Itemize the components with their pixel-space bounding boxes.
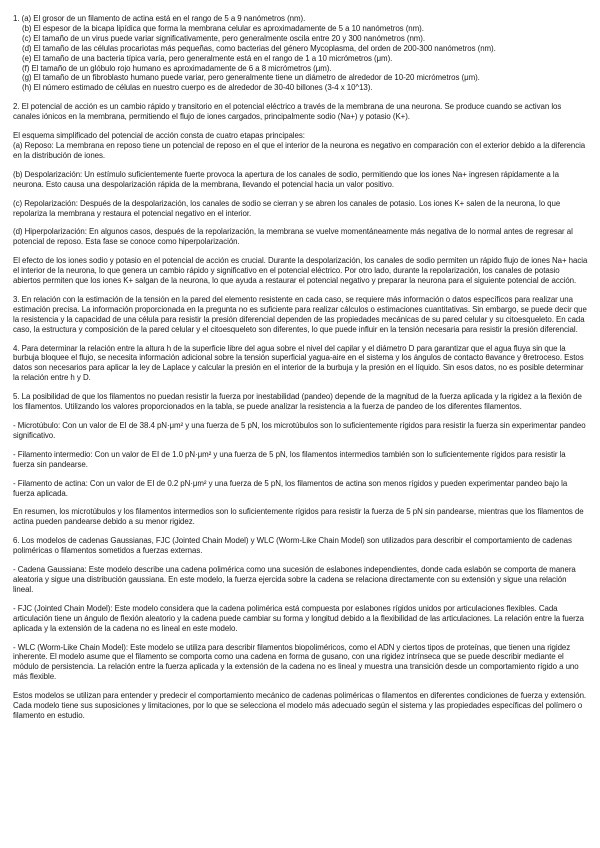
- answer-2-effect: El efecto de los iones sodio y potasio en el potencial de acción es crucial. Durante la despolarización, los canales de sodio permiten un rápido flujo de iones Na+ hacia el interior de la neurona, lo que genera un cambio rápido y significativo en el potencial eléctrico. Por otro lado, durante la repolarización, los canales de potasio abiertos permiten que los iones K+ salgan de la neurona, lo que ayuda a restaurar el potencial negativo y preparar la neurona para el siguiente potencial de acción.: [13, 256, 588, 286]
- answer-5-summary: En resumen, los microtúbulos y los filamentos intermedios son lo suficientemente rígidos para resistir la fuerza de 5 pN sin pandearse, mientras que los filamentos de actina pueden pandearse debido a su menor rigidez.: [13, 507, 584, 527]
- answer-6-fjc: - FJC (Jointed Chain Model): Este modelo considera que la cadena polimérica está compuesta por eslabones rígidos unidos por articulaciones flexibles. Cada articulación tiene un ángulo de flexión aleatorio y la cadena puede cambiar su forma y longitud debido a la flexibilidad de las articulaciones. La relación entre la fuerza aplicada y la extensión de la cadena no es lineal en este modelo.: [13, 603, 584, 633]
- answer-2-stage-d: (d) Hiperpolarización: En algunos casos, después de la repolarización, la membrana se vuelve momentáneamente más negativa de lo normal antes de regresar al potencial de reposo. Esta fase se conoce como hiperpolarización.: [13, 227, 573, 247]
- answer-2-stages-intro: El esquema simplificado del potencial de acción consta de cuatro etapas principales:: [13, 131, 305, 141]
- answer-5-intermediate: - Filamento intermedio: Con un valor de EI de 1.0 pN·μm² y una fuerza de 5 pN, los filamentos intermedios también son lo suficientemente rígidos para resistir la fuerza sin pandearse.: [13, 449, 566, 469]
- answer-1-item-h: (h) El número estimado de células en nuestro cuerpo es de alrededor de 30-40 billones (3-4 x 10^13).: [22, 83, 373, 93]
- answer-5-intro: 5. La posibilidad de que los filamentos no puedan resistir la fuerza por inestabilidad (pandeo) depende de la magnitud de la fuerza aplicada y la rigidez a la flexión de los filamentos. Utilizando los valores proporcionados en la tabla, se puede analizar la resistencia a la fuerza de pandeo de los diferentes filamentos.: [13, 392, 582, 412]
- answer-4: 4. Para determinar la relación entre la altura h de la superficie libre del agua sobre el nivel del capilar y el diámetro D para garantizar que el agua fluya sin que la burbuja bloquee el flujo, se necesita información adicional sobre la tensión superficial yagua-aire en el sistema y los ángulos de contacto θavance y θretroceso. Estos datos son necesarios para aplicar la ley de Laplace y calcular la presión en el interior de la burbuja y la presión en el líquido. Sin esos datos, no es posible determinar la relación entre h y D.: [13, 343, 584, 383]
- answer-3: 3. En relación con la estimación de la tensión en la pared del elemento resistente en cada caso, se requiere más información o datos específicos para realizar una estimación precisa. La información proporcionada en la pregunta no es suficiente para realizar cálculos o estimaciones cuantitativas. Sin embargo, se puede decir que la resistencia y la capacidad de una célula para resistir la presión diferencial dependen de las propiedades mecánicas de su pared celular y su citoesqueleto. En cada caso, la estructura y composición de la pared celular y el citoesqueleto son diferentes, lo que puede influir en la tensión necesaria para resistir la presión diferencial.: [13, 294, 587, 334]
- answer-2-intro: 2. El potencial de acción es un cambio rápido y transitorio en el potencial eléctrico a través de la membrana de una neurona. Se produce cuando se activan los canales iónicos en la membrana, permitiendo el flujo de iones cargados, principalmente sodio (Na+) y potasio (K+).: [13, 102, 562, 122]
- answer-2-stage-b: (b) Despolarización: Un estímulo suficientemente fuerte provoca la apertura de los canales de sodio, permitiendo que los iones Na+ ingresen rápidamente a la neurona. Esto causa una despolarización rápida de la membrana, llevando el potencial hacia un valor positivo.: [13, 169, 559, 189]
- answer-5-microtubule: - Microtúbulo: Con un valor de EI de 38.4 pN·μm² y una fuerza de 5 pN, los microtúbulos son lo suficientemente rígidos para resistir la fuerza sin experimentar pandeo significativo.: [13, 421, 586, 440]
- answer-6-wlc: - WLC (Worm-Like Chain Model): Este modelo se utiliza para describir filamentos biopoliméricos, como el ADN y ciertos tipos de proteínas, que tienen una rigidez inherente. El modelo asume que el filamento se comporta como una cadena en forma de gusano, con una rigidez intrínseca que se puede describir mediante el módulo de persistencia. La relación entre la fuerza aplicada y la extensión de la cadena no es lineal y muestra una transición desde un comportamiento rígido a uno más flexible.: [13, 642, 579, 682]
- answer-1-item-e: (e) El tamaño de una bacteria típica varía, pero generalmente está en el rango de 1 a 10 micrómetros (μm).: [22, 53, 393, 63]
- answer-6-gaussian: - Cadena Gaussiana: Este modelo describe una cadena polimérica como una sucesión de eslabones independientes, donde cada eslabón se comporta de manera aleatoria y sigue una distribución gaussiana. En este modelo, la fuerza ejercida sobre la cadena se relaciona directamente con su extensión y sigue una relación lineal.: [13, 565, 576, 594]
- answer-6-intro: 6. Los modelos de cadenas Gaussianas, FJC (Jointed Chain Model) y WLC (Worm-Like Chain Model) son utilizados para describir el comportamiento de cadenas poliméricas o filamentos sometidos a fuerzas externas.: [13, 536, 572, 556]
- answer-1-item-b: (b) El espesor de la bicapa lipídica que forma la membrana celular es aproximadamente de 5 a 10 nanómetros (nm).: [22, 23, 424, 33]
- answer-1-item-d: (d) El tamaño de las células procariotas más pequeñas, como bacterias del género Mycoplasma, del orden de 200-300 nanómetros (nm).: [22, 43, 496, 53]
- answer-2-stage-c: (c) Repolarización: Después de la despolarización, los canales de sodio se cierran y se abren los canales de potasio. Los iones K+ salen de la neurona, lo que repolariza la membrana y restaura el potencial negativo en el interior.: [13, 198, 561, 218]
- answer-1-item-g: (g) El tamaño de un fibroblasto humano puede variar, pero generalmente tiene un diámetro de alrededor de 10-20 micrómetros (μm).: [22, 73, 480, 83]
- answer-2-stage-a: (a) Reposo: La membrana en reposo tiene un potencial de reposo en el que el interior de la neurona es negativo en comparación con el exterior debido a la diferencia en la distribución de iones.: [13, 140, 586, 160]
- answer-6-closing: Estos modelos se utilizan para entender y predecir el comportamiento mecánico de cadenas poliméricas o filamentos en diferentes condiciones de fuerza y extensión. Cada modelo tiene sus suposiciones y limitaciones, por lo que se selecciona el modelo más adecuado según el sistema y las propiedades específicas del polímero o filamento en estudio.: [13, 691, 587, 720]
- document-body: [13, 14, 588, 721]
- answer-5-actin: - Filamento de actina: Con un valor de EI de 0.2 pN·μm² y una fuerza de 5 pN, los filamentos de actina son menos rígidos y pueden experimentar pandeo bajo la fuerza aplicada.: [13, 478, 568, 498]
- answer-1-title: 1. (a) El grosor de un filamento de actina está en el rango de 5 a 9 nanómetros (nm).: [13, 14, 306, 23]
- answer-1-item-c: (c) El tamaño de un virus puede variar significativamente, pero generalmente oscila entre 20 y 300 nanómetros (nm).: [22, 33, 426, 43]
- answer-1-item-f: (f) El tamaño de un glóbulo rojo humano es aproximadamente de 6 a 8 micrómetros (μm).: [22, 63, 332, 73]
